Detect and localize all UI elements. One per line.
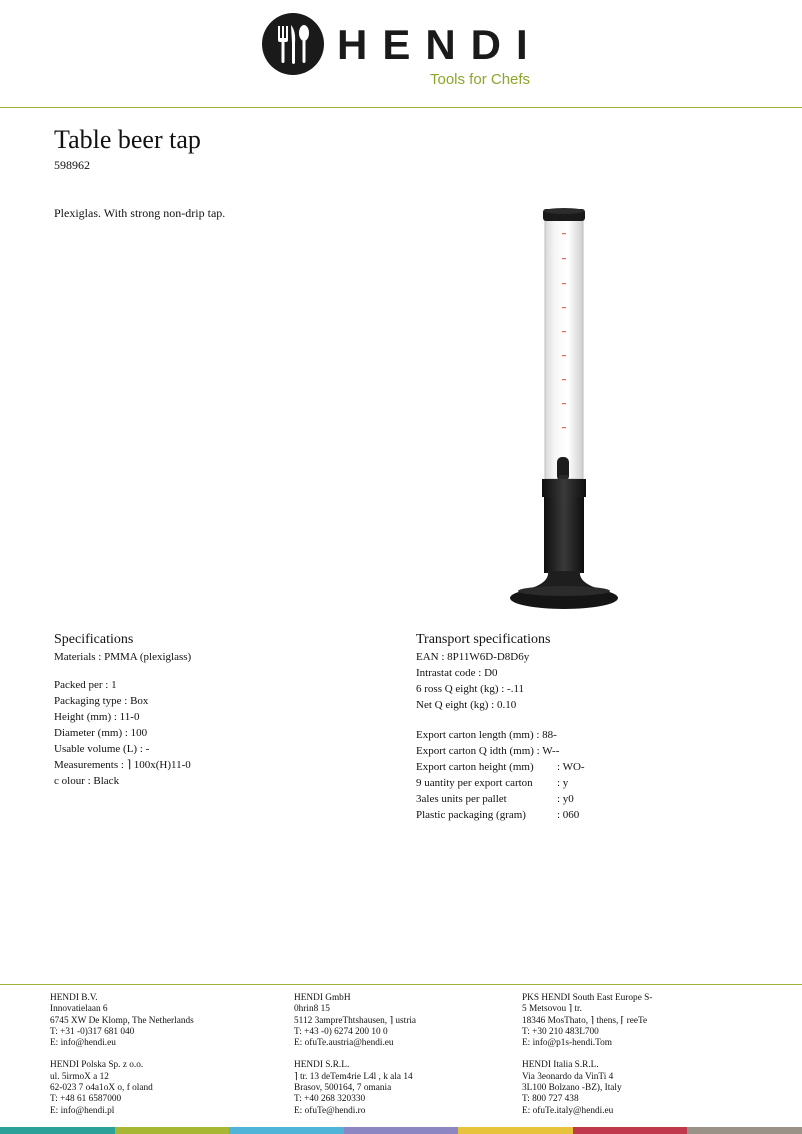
office-line: 18346 MosThato, ⌉ thens, ⌈ reeTe <box>522 1015 648 1026</box>
office-address <box>294 1060 416 1116</box>
transport-key: 3ales units per pallet <box>416 793 507 805</box>
office-line: 5 Metsovou ⌉ tr. <box>522 1004 582 1015</box>
office-line: ⌉ tr. 13 deTem4rie L4l , k ala 14 <box>294 1071 413 1082</box>
office-name: HENDI Italia S.R.L. <box>522 1060 599 1071</box>
office-name: HENDI B.V. <box>50 993 98 1003</box>
transport-value: : y0 <box>557 793 574 805</box>
spec-item: Height (mm) : 11-0 <box>54 711 140 723</box>
office-phone: T: +48 61 6587000 <box>50 1094 122 1105</box>
transport-key: 9 uantity per export carton <box>416 777 533 789</box>
footer-column-1 <box>50 993 194 1128</box>
transport-value: : 060 <box>557 809 580 821</box>
office-address <box>522 993 652 1049</box>
office-line: Via 3eonardo da VinTi 4 <box>522 1071 614 1082</box>
office-address <box>294 993 416 1049</box>
office-address <box>50 1060 194 1116</box>
transport-kv-row <box>416 775 585 791</box>
transport-value: : WO- <box>557 761 585 773</box>
office-phone: T: 800 727 438 <box>522 1094 579 1105</box>
cutlery-logo-icon <box>262 13 324 75</box>
hendi-logo <box>262 13 562 93</box>
office-email[interactable]: E: info@p1s-hendi.Tom <box>522 1038 613 1049</box>
transport-item: Export carton Q idth (mm) : W-- <box>416 745 560 757</box>
color-stripe-bar <box>0 1127 802 1134</box>
spec-item: Usable volume (L) : - <box>54 743 150 755</box>
footer-divider <box>0 984 802 985</box>
product-title: Table beer tap <box>54 125 201 154</box>
office-phone: T: +30 210 483L700 <box>522 1026 599 1037</box>
transport-key: Plastic packaging (gram) <box>416 809 526 821</box>
color-stripe <box>687 1127 802 1134</box>
office-line: 0hrin8 15 <box>294 1004 330 1015</box>
transport-section <box>416 631 585 823</box>
office-line: 5112 3ampreThtshausen, ⌉ ustria <box>294 1015 417 1026</box>
brand-wordmark: HENDI <box>337 21 543 68</box>
office-name: PKS HENDI South East Europe S- <box>522 993 653 1003</box>
brand-tagline: Tools for Chefs <box>430 71 531 88</box>
office-address <box>522 1060 652 1116</box>
spec-item: Measurements : ⌉ 100x(H)11-0 <box>54 759 191 771</box>
transport-key: Export carton height (mm) <box>416 761 534 773</box>
specifications-heading: Specifications <box>54 632 134 647</box>
office-email[interactable]: E: ofuTe.austria@hendi.eu <box>294 1038 394 1049</box>
footer-column-3 <box>522 993 652 1128</box>
spec-item: Diameter (mm) : 100 <box>54 727 148 739</box>
office-email[interactable]: E: info@hendi.eu <box>50 1038 116 1049</box>
office-line: 6745 XW De Klomp, The Netherlands <box>50 1015 194 1026</box>
office-line: Innovatielaan 6 <box>50 1004 108 1015</box>
office-phone: T: +40 268 320330 <box>294 1094 366 1105</box>
spec-item: c olour : Black <box>54 775 120 787</box>
transport-kv-row <box>416 759 585 775</box>
header-divider <box>0 107 802 108</box>
product-sku: 598962 <box>54 158 90 172</box>
office-name: HENDI S.R.L. <box>294 1060 350 1071</box>
office-name: HENDI Polska Sp. z o.o. <box>50 1060 144 1071</box>
color-stripe <box>344 1127 459 1134</box>
office-email[interactable]: E: ofuTe.italy@hendi.eu <box>522 1105 614 1116</box>
color-stripe <box>229 1127 344 1134</box>
spec-item: Packaging type : Box <box>54 695 149 707</box>
spec-materials: Materials : PMMA (plexiglass) <box>54 651 192 663</box>
color-stripe <box>115 1127 230 1134</box>
office-email[interactable]: E: ofuTe@hendi.ro <box>294 1105 366 1116</box>
transport-kv-row <box>416 791 585 807</box>
transport-kv-row <box>416 807 585 823</box>
office-line: 62-023 7 o4a1oX o, f oland <box>50 1083 153 1094</box>
color-stripe <box>0 1127 115 1134</box>
transport-item: Export carton length (mm) : 88- <box>416 729 557 741</box>
beer-tower-image <box>500 205 630 615</box>
specifications-section <box>54 631 191 789</box>
color-stripe <box>458 1127 573 1134</box>
page-header <box>0 0 802 108</box>
office-line: 3L100 Bolzano -BZ), Italy <box>522 1083 622 1094</box>
office-email[interactable]: E: info@hendi.pl <box>50 1105 115 1116</box>
transport-item: 6 ross Q eight (kg) : -.11 <box>416 683 525 695</box>
transport-heading: Transport specifications <box>416 632 551 647</box>
product-description: Plexiglas. With strong non-drip tap. <box>54 206 226 220</box>
footer-column-2 <box>294 993 416 1128</box>
office-line: Brasov, 500164, 7 omania <box>294 1083 392 1094</box>
office-name: HENDI GmbH <box>294 993 351 1003</box>
office-address <box>50 993 194 1049</box>
office-line: ul. 5irmoX a 12 <box>50 1071 109 1082</box>
office-phone: T: +31 -0)317 681 040 <box>50 1026 135 1037</box>
transport-value: : y <box>557 777 569 789</box>
transport-item: EAN : 8P11W6D-D8D6y <box>416 651 530 663</box>
transport-item: Intrastat code : D0 <box>416 667 498 679</box>
spec-item: Packed per : 1 <box>54 679 117 691</box>
color-stripe <box>573 1127 688 1134</box>
transport-item: Net Q eight (kg) : 0.10 <box>416 699 517 711</box>
office-phone: T: +43 -0) 6274 200 10 0 <box>294 1026 388 1037</box>
